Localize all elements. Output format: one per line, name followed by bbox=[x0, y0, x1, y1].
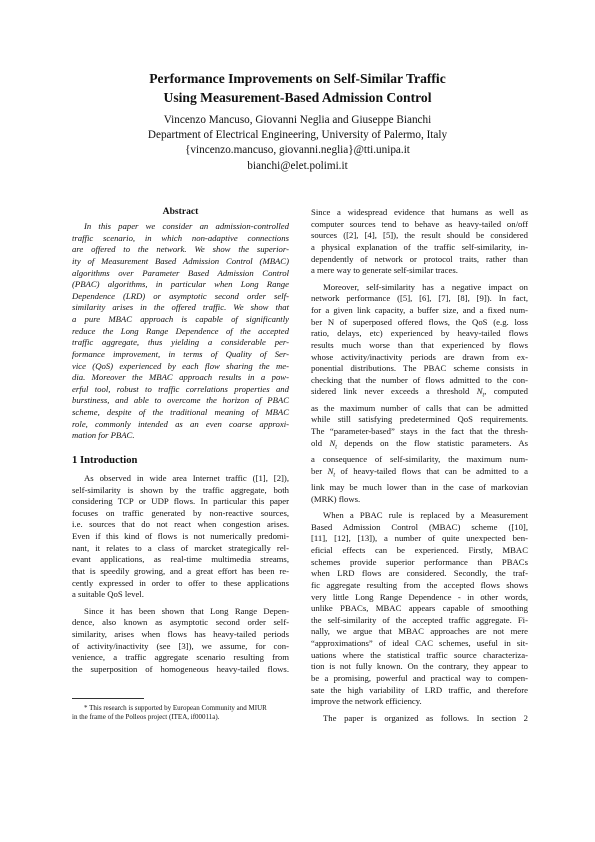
text-line: Based Admission Control (MBAC) scheme ([10], bbox=[311, 521, 528, 532]
text-line: In this paper we consider an admission-controlled bbox=[84, 221, 289, 231]
text-line: scheme, despite of the traditional meaning of MBAC bbox=[72, 407, 289, 417]
text-line: tion is not fully known. On the contrary, they appear to bbox=[311, 661, 528, 672]
abstract-body bbox=[72, 221, 289, 442]
text-line: i.e. sources that do not react when congestion arises. bbox=[72, 519, 289, 530]
text-line: (PBAC) algorithms, in particular when Long Range bbox=[72, 279, 289, 290]
text-line: nant, it relates to a class of marcket strategically rel- bbox=[72, 542, 289, 553]
email-line: bianchi@elet.polimi.it bbox=[247, 159, 348, 172]
text-line: results much worse than that experienced by flows bbox=[311, 339, 528, 350]
paragraph bbox=[72, 473, 289, 601]
footnote bbox=[72, 704, 289, 722]
text-line: schemes provide superior performance than PBACs bbox=[311, 556, 528, 567]
text-line: (MRK) flows. bbox=[311, 493, 361, 504]
text-line: role, commonly intended as an even coarse approxi- bbox=[72, 418, 289, 429]
paper-title bbox=[60, 69, 535, 107]
text-line: for a given link capacity, a buffer size, and a fixed num- bbox=[311, 305, 528, 315]
text-line: vice (QoS) experienced by each flow sharing the me- bbox=[72, 360, 289, 371]
text-line: checking that the number of flows admitted to the con- bbox=[311, 374, 528, 385]
text-line: a mere way to generate self-similar traces. bbox=[311, 265, 458, 276]
text-line: a physical explanation of the traffic self-similarity, in- bbox=[311, 241, 528, 252]
text-line: traffic scenario, in which non-adaptive connections bbox=[72, 232, 289, 243]
text-line: Since a widespread evidence that humans as well as bbox=[311, 207, 528, 217]
text-line: very little Long Range Dependence - in other words, bbox=[311, 591, 528, 602]
left-column bbox=[72, 205, 289, 676]
text-line: Even if this kind of flows is not numerically predomi- bbox=[72, 531, 289, 541]
text-line: Moreover, self-similarity has a negative impact on bbox=[323, 281, 528, 292]
text-line: similarity, arises when flows has heavy-tailed periods bbox=[72, 629, 289, 639]
text-line: sate the high variability of LRD traffic, and therefore bbox=[311, 684, 528, 695]
text-line: Dependence (LRD) or asymptotic second order self- bbox=[72, 290, 289, 301]
text-line: algorithms over Parameter Based Admission Control bbox=[72, 267, 289, 278]
text-line: similarity arises in the offered traffic. We show that bbox=[72, 302, 289, 313]
paragraph bbox=[311, 207, 528, 277]
text-line: ber N of superposed offered flows, the QoS (e.g. loss bbox=[311, 316, 528, 327]
text-line: in the frame of the Polleos project (ITEA, if00011a). bbox=[72, 712, 220, 721]
text-line: ponential distributions. The PBAC scheme consists in bbox=[311, 363, 528, 374]
text-line: when LRD flows are considered. Secondly, the traf- bbox=[311, 568, 528, 579]
text-line: sidered link never exceeds a threshold $N_t$, computed bbox=[311, 386, 528, 400]
right-column bbox=[311, 207, 528, 724]
footnote-rule bbox=[72, 698, 144, 699]
text-line: unlike PBACs, MBAC appears capable of smoothing bbox=[311, 603, 528, 614]
text-line: When a PBAC rule is replaced by a Measurement bbox=[323, 510, 528, 521]
text-line: nally, we argue that MBAC approaches are not mere bbox=[311, 626, 528, 637]
author-block bbox=[60, 113, 535, 174]
title-line: Performance Improvements on Self-Similar Traffic bbox=[149, 71, 446, 86]
text-line: self-similarity is shown by the traffic aggregate, both bbox=[72, 484, 289, 495]
text-line: cently expressed in order to offer to these applications bbox=[72, 577, 289, 588]
text-line: The “parameter-based” stays in the fact that the thresh- bbox=[311, 425, 528, 436]
text-line: dence, also known as asymptotic second order self- bbox=[72, 617, 289, 628]
text-line: sources ([2], [4], [5]), the result should be considered bbox=[311, 230, 528, 241]
section-heading: 1 Introduction bbox=[72, 454, 138, 466]
text-line: focuses on traffic generated by non-reactive sources, bbox=[72, 507, 289, 518]
text-line: are offered to the network. We show the superior- bbox=[72, 244, 289, 255]
text-line: considering TCP or UDP flows. In particular this paper bbox=[72, 496, 289, 507]
text-line: burstiness, and able to overcome the horizon of PBAC bbox=[72, 395, 289, 406]
text-line: ity of Measurement Based Admission Control (MBAC) bbox=[72, 255, 289, 266]
text-line: a suitable QoS level. bbox=[72, 589, 144, 600]
text-line: the superposition of homogeneous heavy-tailed flows. bbox=[72, 663, 289, 674]
paragraph bbox=[311, 510, 528, 708]
text-line: old $N_t$ depends on the flow statistic parameters. As bbox=[311, 437, 529, 451]
text-line: ber $N_t$ of heavy-tailed flows that can be admitted to a bbox=[311, 465, 528, 479]
text-line: “approximations” of ideal CAC schemes, useful in sit- bbox=[311, 638, 528, 649]
text-line: of activity/inactivity (see [3]), we assume, for con- bbox=[72, 640, 289, 651]
text-line: traffic aggregate, thus yielding a considerable per- bbox=[72, 337, 289, 348]
text-line: erful tool, robust to traffic correlations properties and bbox=[72, 383, 289, 394]
paragraph bbox=[72, 606, 289, 676]
text-line: whose activity/inactivity periods are drawn from ex- bbox=[311, 351, 528, 362]
author-names: Vincenzo Mancuso, Giovanni Neglia and Giuseppe Bianchi bbox=[163, 114, 432, 126]
text-line: be a promising, powerful and practical way to compen- bbox=[311, 672, 528, 683]
text-line: uations where the statistical traffic source characteriza- bbox=[311, 649, 528, 660]
text-line: reduce the Long Range Dependence of the accepted bbox=[72, 325, 289, 336]
text-line: while still satisfying predetermined QoS requirements. bbox=[311, 414, 528, 425]
text-line: venience, a traffic aggregate scenario resulting from bbox=[72, 652, 289, 663]
text-line: the self-similarity of the accepted traffic aggregate. Fi- bbox=[311, 614, 528, 625]
text-line: Since it has been shown that Long Range Depen- bbox=[84, 605, 289, 616]
text-line: eficial effects can be experienced. Firstly, MBAC bbox=[311, 545, 528, 556]
text-line: formance improvement, in terms of Quality of Ser- bbox=[72, 348, 289, 359]
text-line: evant applications, as real-time multimedia streams, bbox=[72, 554, 289, 565]
text-line: computer sources tend to behave as heavy-tailed on/off bbox=[311, 218, 528, 229]
paragraph bbox=[311, 713, 528, 725]
text-line: ratio, delays, etc) experienced by heavy-tailed flows bbox=[311, 328, 528, 339]
text-line: dia. Moreover the MBAC approach results in a pow- bbox=[72, 372, 289, 383]
text-line: network performance ([5], [6], [7], [8], [9]). In fact, bbox=[311, 293, 528, 304]
text-line: as the maximum number of calls that can be admitted bbox=[311, 402, 528, 413]
text-line: As observed in wide area Internet traffic ([1], [2]), bbox=[84, 472, 289, 483]
text-line: [11], [12], [13]), a number of quite unexpected ben- bbox=[311, 533, 528, 544]
text-line: improve the network efficiency. bbox=[311, 696, 422, 707]
text-line: a consequence of self-similarity, the maximum num- bbox=[311, 453, 528, 464]
text-line: link may be much lower than in the case of markovian bbox=[311, 481, 528, 492]
text-line: dependently of network or protocol traits, rather than bbox=[311, 253, 528, 264]
title-line: Using Measurement-Based Admission Control bbox=[163, 90, 432, 105]
text-line: The paper is organized as follows. In section 2 bbox=[323, 712, 528, 723]
abstract-heading: Abstract bbox=[162, 206, 199, 217]
text-line: a pure MBAC approach is capable of significantly bbox=[72, 314, 289, 324]
paragraph bbox=[311, 282, 528, 505]
email-line: {vincenzo.mancuso, giovanni.neglia}@tti.unipa.it bbox=[185, 144, 410, 157]
text-line: mation for PBAC. bbox=[72, 430, 135, 441]
text-line: that is speedily growing, and a great effort has been re- bbox=[72, 565, 289, 576]
affiliation: Department of Electrical Engineering, University of Palermo, Italy bbox=[147, 129, 448, 142]
text-line: * This research is supported by European Community and MIUR bbox=[84, 704, 267, 712]
text-line: fic aggregate resulting from the accepted flows shows bbox=[311, 579, 528, 590]
